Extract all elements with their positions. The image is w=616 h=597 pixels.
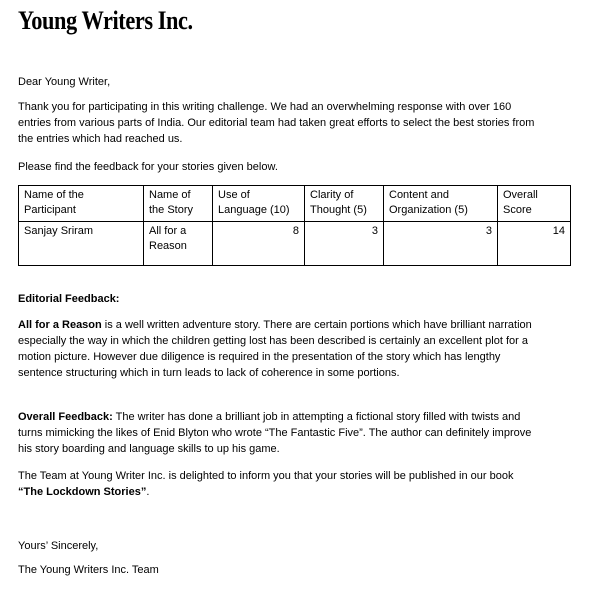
cell-story: All for a Reason [144,222,213,266]
publish-paragraph [18,468,538,500]
feedback-intro: Please find the feedback for your stories given below. [18,161,278,173]
header-participant: Name of the Participant [19,186,144,222]
header-content: Content and Organization (5) [384,186,498,222]
overall-feedback-paragraph [18,409,538,457]
publish-text: The Team at Young Writer Inc. is delighted to inform you that your stories will be published in our book [18,470,514,482]
salutation: Dear Young Writer, [18,76,111,88]
header-story: Name of the Story [144,186,213,222]
cell-overall: 14 [498,222,571,266]
cell-clarity: 3 [305,222,384,266]
signoff: Yours’ Sincerely, [18,540,99,552]
story-feedback-text: is a well written adventure story. There are certain portions which have brilliant narration especially the way in which the children getting lost has been described is certainly an excellent plot for a motion picture. However due diligence is required in the presentation of the story which has lengthy sentence structuring which in turn leads to lack of coherence in some portions. [18,319,532,379]
intro-paragraph: Thank you for participating in this writing challenge. We had an overwhelming response with over 160 entries from various parts of India. Our editorial team had taken great efforts to select the best stories from the entries which had reached us. [18,101,535,145]
cell-language: 8 [213,222,305,266]
team-signature: The Young Writers Inc. Team [18,564,159,576]
overall-feedback-text: The writer has done a brilliant job in attempting a fictional story filled with twists and turns mimicking the likes of Enid Blyton who wrote “The Fantastic Five”. The author can definitely improve his story boarding and language skills to up his game. [18,411,532,455]
feedback-table [18,185,571,266]
header-language: Use of Language (10) [213,186,305,222]
story-feedback-paragraph [18,317,538,381]
book-title: “The Lockdown Stories” [18,486,147,498]
org-title: Young Writers Inc. [18,6,193,35]
header-overall: Overall Score [498,186,571,222]
table-row [19,222,571,266]
cell-content: 3 [384,222,498,266]
editorial-heading [18,291,538,307]
publish-end: . [146,486,150,498]
overall-feedback-label: Overall Feedback: [18,411,113,423]
table-header-row [19,186,571,222]
cell-participant: Sanjay Sriram [19,222,144,266]
story-title: All for a Reason [18,319,102,331]
editorial-heading-text: Editorial Feedback: [18,293,120,305]
header-clarity: Clarity of Thought (5) [305,186,384,222]
